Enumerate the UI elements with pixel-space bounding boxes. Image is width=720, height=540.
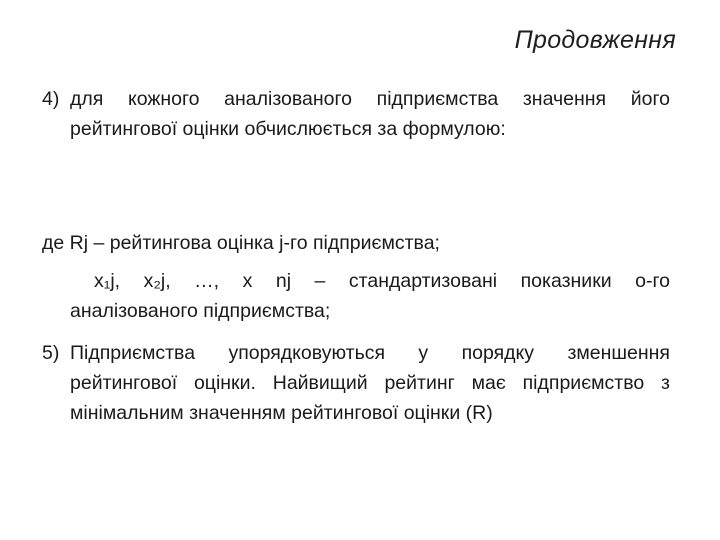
list-item-4 bbox=[42, 84, 670, 144]
definition-line: де Rj – рейтингова оцінка j-го підприємства; bbox=[42, 232, 440, 254]
item-number: 5) bbox=[42, 342, 60, 364]
variables-definition bbox=[70, 266, 670, 326]
item-number: 4) bbox=[42, 88, 60, 110]
item-text: для кожного аналізованого підприємства значення його рейтингової оцінки обчислюється за формулою: bbox=[70, 88, 670, 140]
item-text: Підприємства упорядковуються у порядку зменшення рейтингової оцінки. Найвищий рейтинг має підприємство з мінімальним значенням рейтингової оцінки (R) bbox=[70, 342, 670, 424]
page-title: Продовження bbox=[514, 26, 676, 54]
variables-rest-line: аналізованого підприємства; bbox=[70, 300, 331, 322]
list-item-5 bbox=[42, 338, 670, 428]
variables-first-line: x₁j, x₂j, …, x nj – стандартизовані показники о-го bbox=[94, 270, 670, 292]
